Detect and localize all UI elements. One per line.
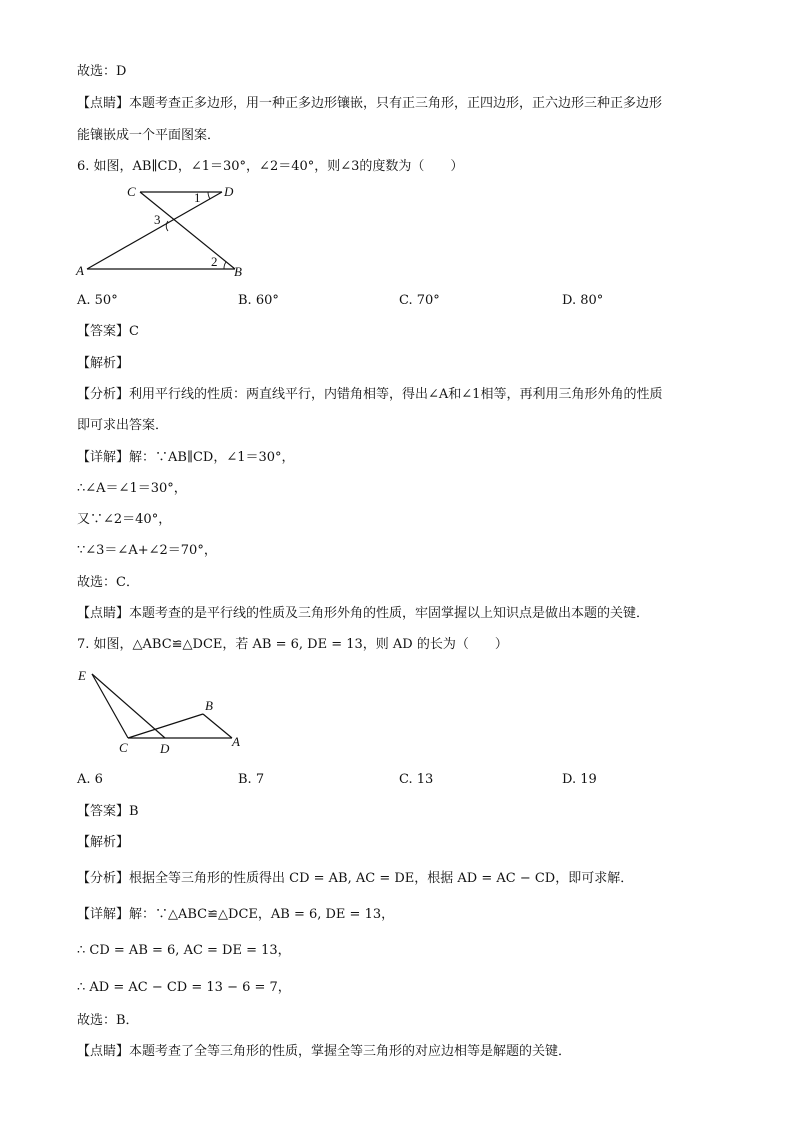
q6-label-d: D bbox=[224, 184, 234, 199]
q7-option-b: B. 7 bbox=[238, 772, 265, 787]
q6-comment: 【点睛】本题考查的是平行线的性质及三角形外角的性质，牢固掌握以上知识点是做出本题的关键． bbox=[77, 606, 650, 621]
q7-label-e: E bbox=[78, 668, 86, 683]
q6-figure bbox=[72, 180, 252, 280]
q6-stem: 6. 如图，AB∥CD，∠1＝30°，∠2＝40°，则∠3的度数为（ ） bbox=[77, 159, 464, 174]
q7-answer: 【答案】B bbox=[77, 804, 139, 819]
q7-segment-cb bbox=[128, 714, 203, 738]
q6-analysis-heading: 【解析】 bbox=[77, 356, 130, 371]
q5-choice: 故选：D bbox=[77, 64, 127, 79]
q6-label-angle-1: 1 bbox=[194, 190, 201, 205]
q7-stem: 7. 如图，△ABC≌△DCE，若 AB = 6, DE = 13，则 AD 的长为（ ） bbox=[77, 637, 508, 652]
q7-label-d: D bbox=[160, 741, 170, 756]
q7-figure bbox=[72, 662, 252, 757]
q7-segment-ec bbox=[92, 674, 128, 738]
q7-detail-line-2: ∴ CD = AB = 6, AC = DE = 13， bbox=[77, 943, 291, 958]
q6-answer: 【答案】C bbox=[77, 324, 139, 339]
q5-comment-line-2: 能镶嵌成一个平面图案． bbox=[77, 128, 221, 143]
q6-detail-line-1: 【详解】解：∵AB∥CD，∠1＝30°， bbox=[77, 450, 295, 465]
q7-label-c: C bbox=[119, 740, 128, 755]
q6-option-c: C. 70° bbox=[399, 293, 440, 308]
q7-label-b: B bbox=[205, 698, 213, 713]
q6-option-b: B. 60° bbox=[238, 293, 279, 308]
q7-choice: 故选：B． bbox=[77, 1013, 139, 1028]
q6-label-a: A bbox=[76, 263, 84, 278]
q6-detail-line-4: ∵∠3＝∠A+∠2＝70°， bbox=[77, 543, 217, 558]
q7-detail-line-3: ∴ AD = AC − CD = 13 − 6 = 7， bbox=[77, 980, 291, 995]
q7-segment-ba bbox=[203, 714, 232, 738]
q7-option-d: D. 19 bbox=[562, 772, 597, 787]
q6-choice: 故选：C． bbox=[77, 575, 139, 590]
q7-label-a: A bbox=[232, 734, 240, 749]
q6-label-b: B bbox=[234, 264, 242, 279]
q6-detail-line-2: ∴∠A＝∠1＝30°， bbox=[77, 481, 187, 496]
q7-detail-line-1: 【详解】解：∵△ABC≌△DCE，AB = 6, DE = 13， bbox=[77, 907, 395, 922]
q6-angle-arc-2 bbox=[224, 262, 226, 269]
q6-option-d: D. 80° bbox=[562, 293, 604, 308]
q7-option-a: A. 6 bbox=[77, 772, 103, 787]
q6-detail-line-3: 又∵∠2＝40°， bbox=[77, 512, 172, 527]
q7-analysis-heading: 【解析】 bbox=[77, 835, 130, 850]
q6-label-c: C bbox=[127, 184, 136, 199]
q7-segment-ed bbox=[92, 674, 165, 738]
q6-analysis-line-1: 【分析】利用平行线的性质：两直线平行，内错角相等，得出∠A和∠1相等，再利用三角形外角的性质 bbox=[77, 387, 663, 402]
q6-label-angle-2: 2 bbox=[211, 254, 218, 269]
q7-option-c: C. 13 bbox=[399, 772, 434, 787]
q7-analysis-line: 【分析】根据全等三角形的性质得出 CD = AB, AC = DE，根据 AD = AC − CD，即可求解． bbox=[77, 871, 634, 886]
q6-option-a: A. 50° bbox=[77, 293, 118, 308]
q7-comment: 【点睛】本题考查了全等三角形的性质，掌握全等三角形的对应边相等是解题的关键． bbox=[77, 1044, 572, 1059]
q5-comment-line-1: 【点睛】本题考查正多边形，用一种正多边形镶嵌，只有正三角形，正四边形，正六边形三种正多边形 bbox=[77, 96, 663, 111]
q6-angle-arc-1 bbox=[208, 192, 210, 199]
q6-label-angle-3: 3 bbox=[154, 212, 161, 227]
q6-analysis-line-2: 即可求出答案． bbox=[77, 418, 169, 433]
